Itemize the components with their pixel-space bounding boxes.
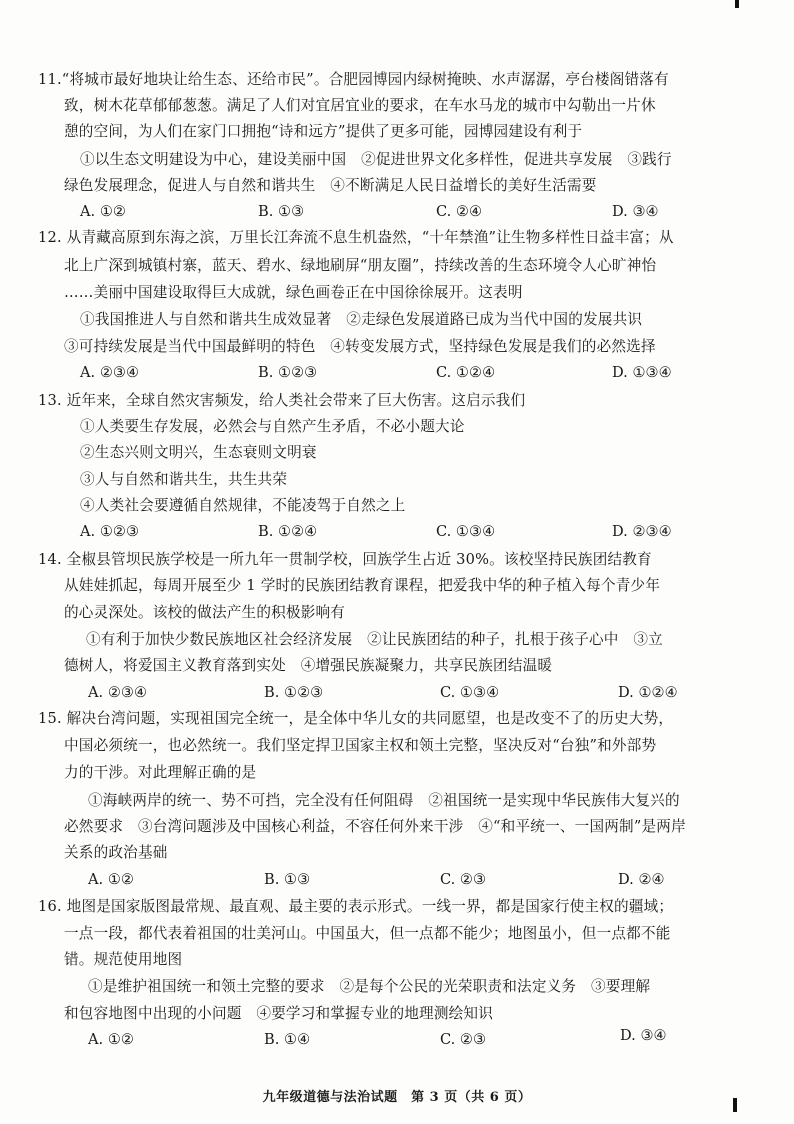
question-15-option-b: B. ①③ [264,871,311,888]
question-12-line-2: 北上广深到城镇村寨，蓝天、碧水、绿地刷屏“朋友圈”，持续改善的生态环境令人心旷神怡 [64,257,657,274]
question-13-line-4: ③人与自然和谐共生，共生共荣 [80,471,288,488]
question-16-option-c: C. ②③ [440,1031,487,1048]
question-14-line-5: 德树人，将爱国主义教育落到实处 ④增强民族凝聚力，共享民族团结温暖 [64,657,553,674]
question-11-line-3: 憩的空间，为人们在家门口拥抱“诗和远方”提供了更多可能，园博园建设有利于 [64,123,583,140]
question-13-line-5: ④人类社会要遵循自然规律，不能凌驾于自然之上 [80,497,406,514]
page-footer: 九年级道德与法治试题 第 3 页（共 6 页） [262,1090,532,1105]
question-12-option-d: D. ①③④ [612,364,672,381]
question-16-line-1: 16. 地图是国家版图最常规、最直观、最主要的表示形式。一线一界，都是国家行使主权的疆域； [38,898,674,915]
question-11-option-c: C. ②④ [436,203,483,220]
top-right-corner-mark [735,0,739,8]
question-16-line-2: 一点一段，都代表着祖国的壮美河山。中国虽大，但一点都不能少；地图虽小，但一点都不能 [64,925,671,942]
question-14-line-4: ①有利于加快少数民族地区社会经济发展 ②让民族团结的种子，扎根于孩子心中 ③立 [86,631,663,648]
question-15-option-d: D. ②④ [618,871,665,888]
question-11-option-a: A. ①② [80,203,126,220]
question-13-option-a: A. ①②③ [80,523,140,540]
question-11-line-4: ①以生态文明建设为中心，建设美丽中国 ②促进世界文化多样性，促进共享发展 ③践行 [80,151,672,168]
question-12-line-5: ③可持续发展是当代中国最鲜明的特色 ④转变发展方式，坚持绿色发展是我们的必然选择 [64,338,656,355]
question-12-line-1: 12. 从青藏高原到东海之滨，万里长江奔流不息生机盎然，“十年禁渔”让生物多样性日益丰富；从 [38,229,674,246]
question-11-line-5: 绿色发展理念，促进人与自然和谐共生 ④不断满足人民日益增长的美好生活需要 [64,177,597,194]
question-12-option-b: B. ①②③ [258,364,318,381]
question-14-option-a: A. ②③④ [88,684,148,701]
question-13-option-b: B. ①②④ [258,523,318,540]
question-12-option-c: C. ①②④ [436,364,496,381]
question-16-option-b: B. ①④ [264,1031,311,1048]
question-15-line-6: 关系的政治基础 [64,844,168,861]
question-13-option-d: D. ②③④ [612,523,672,540]
question-13-line-2: ①人类要生存发展，必然会与自然产生矛盾，不必小题大论 [80,418,465,435]
question-11-option-d: D. ③④ [612,203,659,220]
question-15-line-1: 15. 解决台湾问题，实现祖国完全统一，是全体中华儿女的共同愿望，也是改变不了的历史大势， [38,710,674,727]
question-15-line-4: ①海峡两岸的统一、势不可挡，完全没有任何阻碍 ②祖国统一是实现中华民族伟大复兴的 [88,792,680,809]
question-14-option-c: C. ①③④ [440,684,500,701]
question-14-line-3: 的心灵深处。该校的做法产生的积极影响有 [64,604,346,621]
question-13-line-1: 13. 近年来，全球自然灾害频发，给人类社会带来了巨大伤害。这启示我们 [38,392,526,409]
question-12-line-3: ……美丽中国建设取得巨大成就，绿色画卷正在中国徐徐展开。这表明 [64,284,523,301]
question-15-line-3: 力的干涉。对此理解正确的是 [64,764,257,781]
question-11-option-b: B. ①③ [258,203,305,220]
question-16-line-4: ①是维护祖国统一和领土完整的要求 ②是每个公民的光荣职责和法定义务 ③要理解 [88,978,651,995]
question-15-line-5: 必然要求 ③台湾问题涉及中国核心利益，不容任何外来干涉 ④“和平统一、一国两制”是两岸 [64,818,686,835]
question-15-line-2: 中国必须统一，也必然统一。我们坚定捍卫国家主权和领土完整，坚决反对“台独”和外部势 [64,737,657,754]
question-14-option-b: B. ①②③ [264,684,324,701]
question-16-option-d: D. ③④ [620,1027,667,1044]
question-13-line-3: ②生态兴则文明兴，生态衰则文明衰 [80,444,317,461]
question-12-option-a: A. ②③④ [80,364,140,381]
question-15-option-c: C. ②③ [440,871,487,888]
question-11-line-2: 致，树木花草郁郁葱葱。满足了人们对宜居宜业的要求，在车水马龙的城市中勾勒出一片休 [64,97,656,114]
question-16-line-5: 和包容地图中出现的小问题 ④要学习和掌握专业的地理测绘知识 [64,1005,494,1022]
question-14-line-1: 14. 全椒县管坝民族学校是一所九年一贯制学校，回族学生占近 30%。该校坚持民族团结教育 [38,551,652,568]
question-13-option-c: C. ①③④ [436,523,496,540]
question-14-line-2: 从娃娃抓起，每周开展至少 1 学时的民族团结教育课程，把爱我中华的种子植入每个青少年 [64,577,661,594]
question-11-line-1: 11.“将城市最好地块让给生态、还给市民”。合肥园博园内绿树掩映、水声潺潺，亭台楼阁错落有 [38,71,669,88]
question-16-line-3: 错。规范使用地图 [64,951,183,968]
question-12-line-4: ①我国推进人与自然和谐共生成效显著 ②走绿色发展道路已成为当代中国的发展共识 [80,311,643,328]
question-14-option-d: D. ①②④ [618,684,678,701]
question-16-option-a: A. ①② [88,1031,134,1048]
question-15-option-a: A. ①② [88,871,134,888]
